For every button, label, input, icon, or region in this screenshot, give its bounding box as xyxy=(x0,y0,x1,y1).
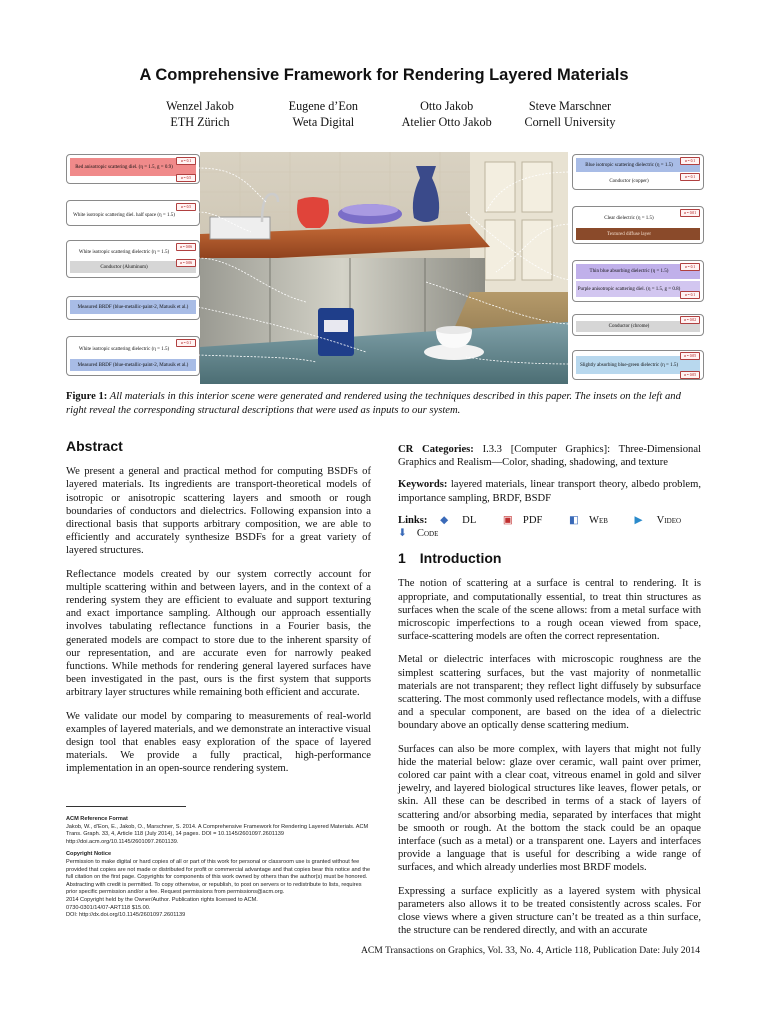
author xyxy=(510,98,630,130)
intro-paragraph: The notion of scattering at a surface is central to rendering. It is appropriate, and computationally essential, to treat thin structures as surfaces when the scale of the scene allows: from a metal surface with microscopic imperfections to a rough ocean viewed from space, surface-scattering models are often the correct representation. xyxy=(398,578,701,643)
figure-caption xyxy=(66,390,702,418)
inset-layer-label: White isotropic scattering dielectric (η = 1.5) xyxy=(78,347,170,352)
copyright-line: 0730-0301/14/07-ART118 $15.00. xyxy=(66,904,151,911)
page-footer: ACM Transactions on Graphics, Vol. 33, No. 4, Article 118, Publication Date: July 2014 xyxy=(360,945,700,956)
abstract-paragraph: Reflectance models created by our system correctly account for multiple scattering within and between layers, and in the context of a rendering system they are efficient to evaluate and support texturing and exact importance sampling. Although our approach essentially involves tabulating reflectance functions in a Fourier basis, the generated models are compact to store due to the inherent sparsity of our representation, and are accurate even for narrowly peaked functions. While methods for rendering general layered surfaces have been investigated in the past, ours is the first system that supports arbitrary layer structures while remaining both efficient and accurate. xyxy=(66,568,371,699)
left-column xyxy=(66,440,371,786)
right-inset-5 xyxy=(572,350,704,380)
rendered-scene-image xyxy=(200,152,568,384)
inset-layer-label: White isotropic scattering diel. half space (η = 1.5) xyxy=(73,213,175,218)
cr-label: CR Categories: xyxy=(398,444,474,455)
right-inset-3 xyxy=(572,260,704,302)
inset-layer-label: Clear dielectric (η = 1.5) xyxy=(604,216,654,221)
author xyxy=(263,98,383,130)
caption-text: All materials in this interior scene were generated and rendered using the techniques described in this paper. The insets on the left and right reveal the corresponding structural descriptions that were used as inputs to our system. xyxy=(66,391,681,416)
keywords-text: layered materials, linear transport theory, albedo problem, importance sampling, BRDF, BSDF xyxy=(398,479,701,504)
author xyxy=(140,98,260,130)
inset-layer-label: Thin blue absorbing dielectric (η = 1.5) xyxy=(589,269,669,274)
inset-layer-label: Blue isotropic scattering dielectric (η = 1.5) xyxy=(585,163,673,168)
footnote xyxy=(66,816,371,920)
right-column xyxy=(398,443,701,937)
introduction-heading xyxy=(398,552,701,565)
author-list xyxy=(140,98,630,130)
copyright-line: 2014 Copyright held by the Owner/Author. Publication rights licensed to ACM. xyxy=(66,896,258,903)
intro-paragraph: Surfaces can also be more complex, with layers that might not fully hide the material below: glaze over ceramic, wall paint over primer, colored car paint with a clear coat, vitreous enamel in gold and silver jewelry, and layered biological structures like leaves, flower petals, or skin. All these can be described in terms of a stack of layers of scattering and/or absorbing media, separated by interfaces that might be smooth or rough. At the bottom the stack could be an opaque interface (such as a metal) or a transparent one. Layers and interfaces provide a language that is useful for describing a wide range of surfaces, and which already underlies most BRDF models. xyxy=(398,743,701,874)
intro-paragraph: Expressing a surface explicitly as a layered system with physical parameters also allows it to be treated consistently across scales. For close views where a given structure can’t be treated as a thin surface, the structure can be rendered directly, and with an accurate xyxy=(398,885,701,937)
right-inset-1 xyxy=(572,154,704,190)
diamond-icon: ◆ xyxy=(440,514,453,526)
inset-layer-label: Red anisotropic scattering diel. (η = 1.5, g = 0.9) xyxy=(75,165,173,170)
link-code[interactable] xyxy=(398,528,448,539)
link-label: Web xyxy=(588,514,608,526)
section-number: 1 xyxy=(398,550,406,567)
intro-paragraph: Metal or dielectric interfaces with microscopic roughness are the simplest scattering surfaces, but the vast majority of nonmetallic materials are not transparent; they reflect light diffusely by subsurface scattering. The most commonly used reflectance models, with a diffuse and a specular component, are based on the idea of a dielectric boundary above an optically dense scattering medium. xyxy=(398,654,701,732)
inset-layer-label: Conductor (copper) xyxy=(609,179,649,184)
author xyxy=(387,98,507,130)
roughness-tag: α = 0.01 xyxy=(680,209,700,217)
roughness-tag: α = 0.1 xyxy=(176,339,196,347)
roughness-tag: α = 0.1 xyxy=(176,157,196,165)
caption-label: Figure 1: xyxy=(66,391,108,402)
link-dl[interactable] xyxy=(440,515,486,526)
inset-layer-label: Measured BRDF (blue-metallic-paint-2, Matusik et al.) xyxy=(77,305,189,310)
pdf-icon: ▣ xyxy=(502,514,513,526)
left-inset-5 xyxy=(66,336,200,376)
inset-layer-label: Measured BRDF (blue-metallic-paint-2, Matusik et al.) xyxy=(77,363,189,368)
copyright-line: DOI: http://dx.doi.org/10.1145/2601097.2601139 xyxy=(66,912,186,919)
keywords xyxy=(398,478,701,504)
author-name: Otto Jakob xyxy=(420,99,474,113)
link-label: PDF xyxy=(522,514,543,526)
left-inset-4 xyxy=(66,296,200,320)
cr-categories xyxy=(398,443,701,469)
right-inset-2 xyxy=(572,206,704,244)
roughness-tag: α = 0.05 xyxy=(680,371,700,379)
left-inset-2 xyxy=(66,200,200,226)
download-icon: ⬇ xyxy=(398,528,407,540)
play-icon: ▶ xyxy=(634,514,647,526)
keywords-label: Keywords: xyxy=(398,479,448,491)
inset-layer-label: Slightly absorbing blue-green dielectric (η = 1.5) xyxy=(579,363,679,368)
inset-layer-label: Conductor (Aluminum) xyxy=(100,265,148,270)
copyright-heading: Copyright Notice xyxy=(66,851,112,858)
link-label: Code xyxy=(416,528,439,540)
link-pdf[interactable] xyxy=(503,515,552,526)
roughness-tag: α = 0.06 xyxy=(176,243,196,251)
roughness-tag: α = 0.1 xyxy=(680,173,700,181)
figure-1 xyxy=(66,152,702,384)
copyright-text: Permission to make digital or hard copies of all or part of this work for personal or classroom use is granted without fee provided that copies are not made or distributed for profit or commercial advantage and that copies bear this notice and the full citation on the first page. Copyrights for components of this work owned by others than the author(s) must be honored. Abstracting with credit is permitted. To copy otherwise, or republish, to post on servers or to redistribute to lists, requires prior specific permission and/or a fee. Request permissions from permissions@acm.org. xyxy=(66,858,371,896)
left-inset-3 xyxy=(66,240,200,278)
author-affiliation: Cornell University xyxy=(524,115,616,129)
acm-reference-heading: ACM Reference Format xyxy=(66,816,128,822)
roughness-tag: α = 0.1 xyxy=(680,291,700,299)
inset-layer-label: Textured diffuse layer xyxy=(607,232,651,237)
links-row xyxy=(398,514,701,540)
inset-layer-label: Purple anisotropic scattering diel. (η = 1.5, g = 0.8) xyxy=(577,287,681,292)
paper-title: A Comprehensive Framework for Rendering Layered Materials xyxy=(139,66,629,84)
cr-text: I.3.3 [Computer Graphics]: Three-Dimensional Graphics and Realism—Color, shading, shadowing, and texture xyxy=(398,444,701,469)
links-label: Links: xyxy=(398,514,428,526)
author-affiliation: ETH Zürich xyxy=(170,115,230,129)
author-name: Steve Marschner xyxy=(528,99,612,113)
right-inset-4 xyxy=(572,314,704,336)
inset-layer-label: White isotropic scattering dielectric (η = 1.5) xyxy=(78,250,170,255)
link-label: DL xyxy=(462,514,477,526)
section-title: Introduction xyxy=(419,550,502,567)
roughness-tag: α = 0.1 xyxy=(680,263,700,271)
author-name: Eugene d’Eon xyxy=(288,99,359,113)
roughness-tag: α = 0.02 xyxy=(680,316,700,324)
footnote-rule xyxy=(66,806,186,807)
acm-reference-text: Jakob, W., d’Eon, E., Jakob, O., Marschner, S. 2014. A Comprehensive Framework for Rendering Layered Materials. ACM Trans. Graph. 33, 4, Article 118 (July 2014), 14 pages. DOI = 10.1145/2601097.2601139 http://doi.acm.org/10.1145/2601097.2601139. xyxy=(66,823,369,845)
roughness-tag: α = 0.05 xyxy=(680,352,700,360)
abstract-paragraph: We validate our model by comparing to measurements of real-world examples of layered materials, and we demonstrate an interactive visual design tool that enables easy exploration of the space of layered materials. We provide a fully practical, high-performance implementation in an open-source rendering system. xyxy=(66,710,371,775)
inset-layer-label: Conductor (chrome) xyxy=(608,324,650,329)
roughness-tag: α = 0.5 xyxy=(176,174,196,182)
link-web[interactable] xyxy=(569,515,618,526)
web-icon: ◧ xyxy=(568,514,579,526)
link-label: Video xyxy=(656,514,682,526)
link-video[interactable] xyxy=(635,515,691,526)
roughness-tag: α = 0.06 xyxy=(176,259,196,267)
roughness-tag: α = 0.5 xyxy=(176,203,196,211)
abstract-paragraph: We present a general and practical method for computing BSDFs of layered materials. Its ingredients are transport-theoretical models of isotropic or anisotropic scattering layers and smooth or rough boundaries of conductors and dielectrics. Following expansion into a directional basis that supports arbitrary composition, we are able to efficiently and accurately synthesize BSDFs for a great variety of layered structures. xyxy=(66,466,371,557)
roughness-tag: α = 0.1 xyxy=(680,157,700,165)
author-affiliation: Weta Digital xyxy=(292,115,355,129)
left-inset-1 xyxy=(66,154,200,184)
author-affiliation: Atelier Otto Jakob xyxy=(401,115,492,129)
author-name: Wenzel Jakob xyxy=(166,99,234,113)
abstract-heading: Abstract xyxy=(66,438,123,454)
